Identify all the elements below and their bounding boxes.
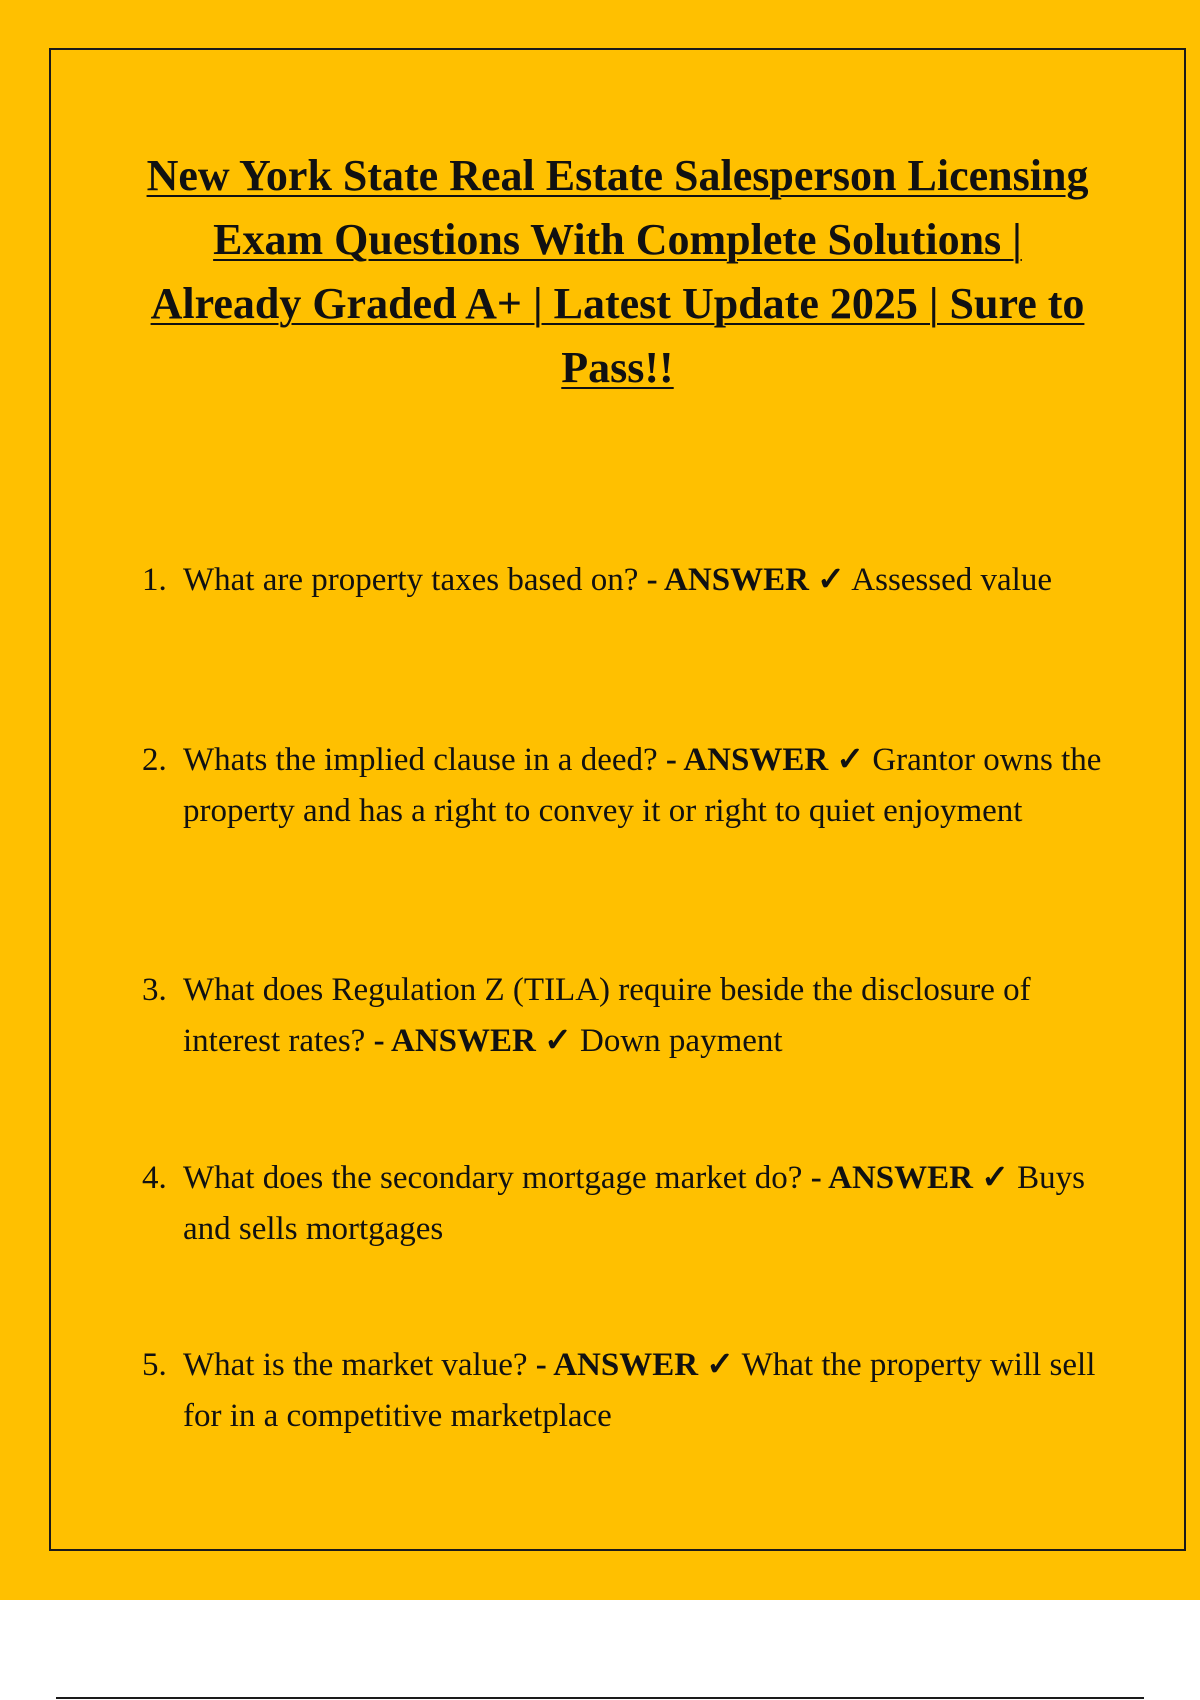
- question-number: 1.: [142, 562, 167, 598]
- question-number: 4.: [142, 1160, 167, 1196]
- question-item-5: [142, 1340, 1102, 1442]
- answer-text: Grantor owns the property and has a right to convey it or right to quiet enjoyment: [183, 742, 1102, 829]
- answer-text: Assessed value: [851, 562, 1052, 598]
- question-item-3: [142, 965, 1102, 1067]
- answer-text: Down payment: [580, 1023, 783, 1059]
- answer-marker: - ANSWER ✓: [810, 1160, 1009, 1196]
- question-item-2: [142, 735, 1102, 837]
- question-body: [183, 965, 1102, 1067]
- question-text: What is the market value?: [183, 1347, 528, 1383]
- question-body: [183, 555, 1102, 606]
- question-text: What does Regulation Z (TILA) require beside the disclosure of interest rates?: [183, 972, 1031, 1059]
- answer-marker: - ANSWER ✓: [646, 562, 845, 598]
- question-number: 2.: [142, 742, 167, 778]
- question-text: What are property taxes based on?: [183, 562, 639, 598]
- question-body: [183, 735, 1102, 837]
- document-title: New York State Real Estate Salesperson Licensing Exam Questions With Complete Solutions | Already Graded A+ | Latest Update 2025 | Sure to Pass!!: [146, 151, 1089, 392]
- question-item-1: [142, 555, 1102, 606]
- answer-marker: - ANSWER ✓: [535, 1347, 734, 1383]
- question-text: What does the secondary mortgage market do?: [183, 1160, 803, 1196]
- question-body: [183, 1340, 1102, 1442]
- question-text: Whats the implied clause in a deed?: [183, 742, 658, 778]
- question-number: 3.: [142, 972, 167, 1008]
- question-number: 5.: [142, 1347, 167, 1383]
- question-body: [183, 1153, 1102, 1255]
- footer-divider: [56, 1697, 1144, 1699]
- answer-text: What the property will sell for in a competitive marketplace: [183, 1347, 1096, 1434]
- answer-marker: - ANSWER ✓: [665, 742, 865, 778]
- question-item-4: [142, 1153, 1102, 1255]
- answer-marker: - ANSWER ✓: [373, 1023, 572, 1059]
- answer-text: Buys and sells mortgages: [183, 1160, 1085, 1247]
